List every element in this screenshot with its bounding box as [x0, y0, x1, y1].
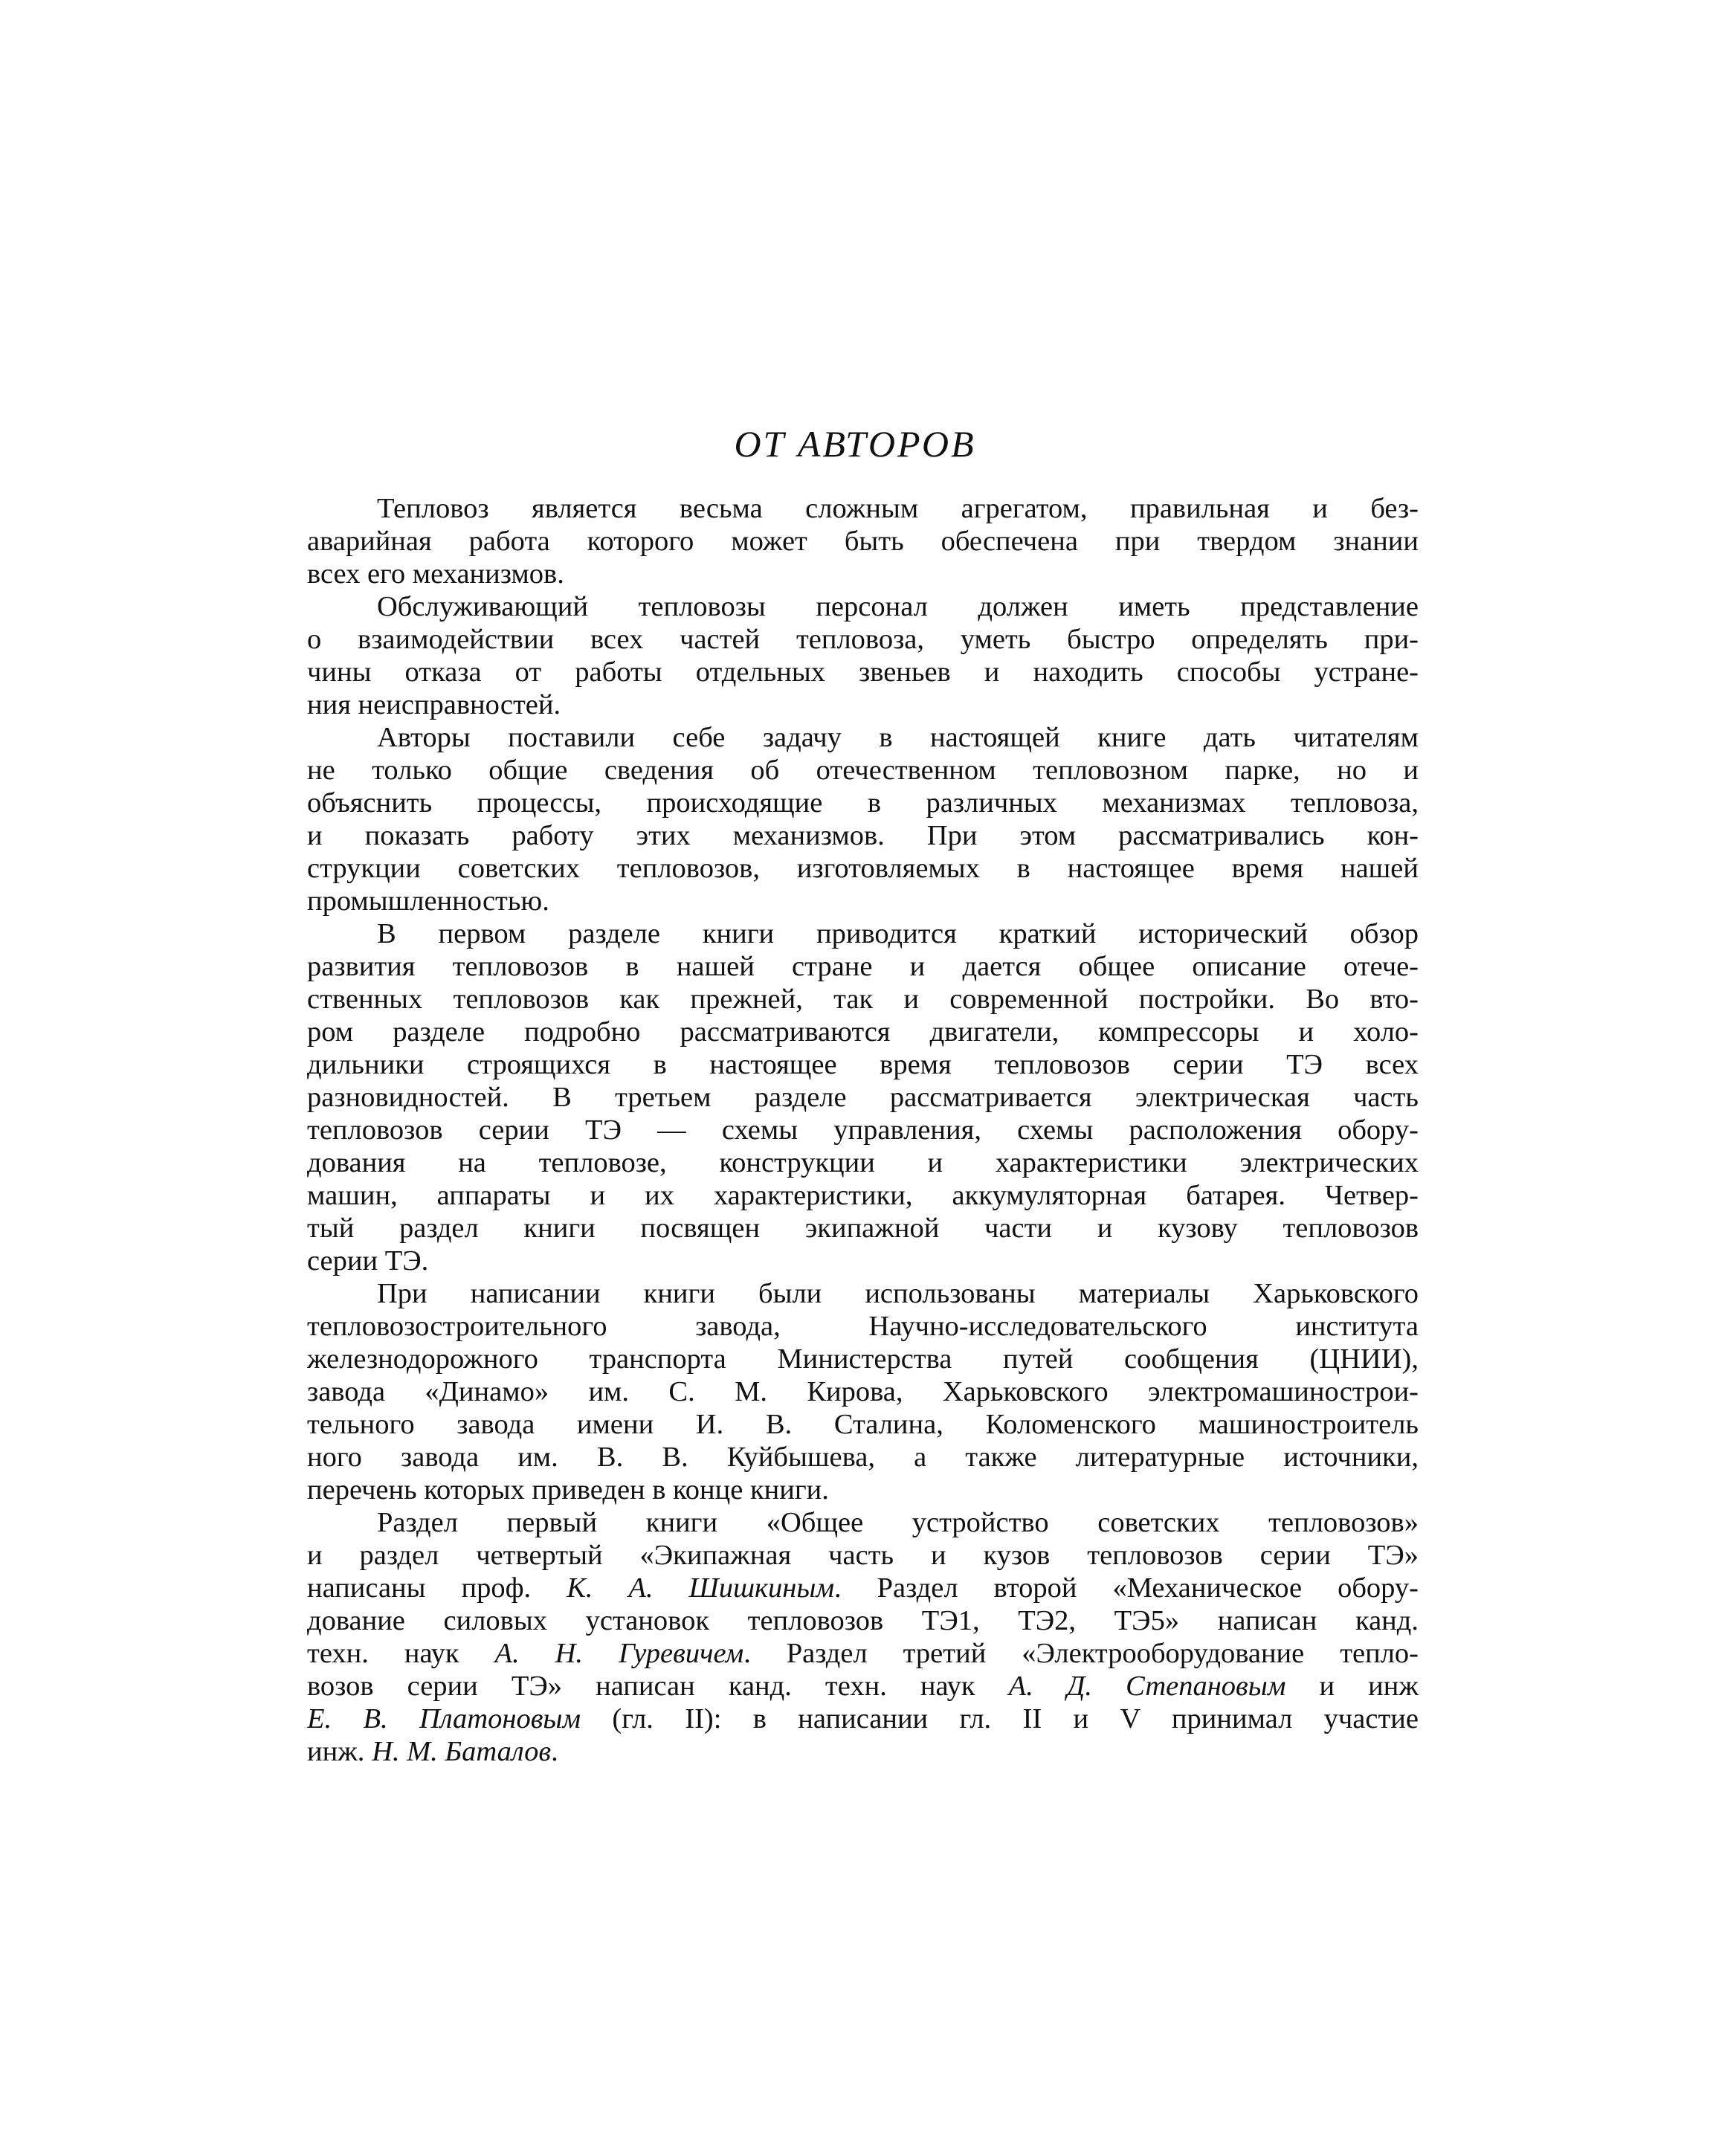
paragraph	[307, 1506, 1419, 1768]
paragraph	[307, 492, 1419, 590]
text-line: Авторы поставили себе задачу в настоящей книге дать читателям	[377, 722, 1419, 753]
text-line: аварийная работа которого может быть обеспечена при твердом знании	[307, 526, 1419, 557]
text-line: струкции советских тепловозов, изготовляемых в настоящее время нашей	[307, 853, 1419, 884]
text-line: железнодорожного транспорта Министерства путей сообщения (ЦНИИ),	[307, 1343, 1419, 1375]
text-line: ром разделе подробно рассматриваются двигатели, компрессоры и холо-	[307, 1016, 1419, 1048]
text-line: развития тепловозов в нашей стране и дается общее описание отече-	[307, 951, 1419, 982]
text-line: инж. Н. М. Баталов.	[307, 1736, 558, 1767]
text-line: возов серии ТЭ» написан канд. техн. наук А. Д. Степановым и инж	[307, 1671, 1419, 1702]
text-line: ния неисправностей.	[307, 689, 561, 720]
text-line: разновидностей. В третьем разделе рассматривается электрическая часть	[307, 1082, 1419, 1113]
text-line: завода «Динамо» им. С. М. Кирова, Харьковского электромашинострои-	[307, 1376, 1419, 1407]
text-line: чины отказа от работы отдельных звеньев и находить способы устране-	[307, 656, 1419, 688]
text-line: тельного завода имени И. В. Сталина, Коломенского машиностроитель	[307, 1409, 1419, 1440]
text-line: перечень которых приведен в конце книги.	[307, 1474, 829, 1505]
text-line: тепловозостроительного завода, Научно-исследовательского института	[307, 1311, 1419, 1342]
author-name: Н. М. Баталов	[372, 1736, 552, 1767]
text-line: и показать работу этих механизмов. При этом рассматривались кон-	[307, 820, 1419, 851]
text-line: промышленностью.	[307, 885, 549, 917]
author-name: К. А. Шишкиным	[567, 1572, 835, 1604]
text-line: всех его механизмов.	[307, 558, 564, 590]
text-line: техн. наук А. Н. Гуревичем. Раздел третий «Электрооборудование тепло-	[307, 1638, 1419, 1669]
text-line: написаны проф. К. А. Шишкиным. Раздел второй «Механическое обору-	[307, 1572, 1419, 1604]
paragraph	[307, 590, 1419, 721]
author-name: А. Д. Степановым	[1008, 1671, 1286, 1702]
text-line: Е. В. Платоновым (гл. II): в написании гл. II и V принимал участие	[307, 1703, 1419, 1734]
body-text	[307, 492, 1419, 1768]
text-line: дильники строящихся в настоящее время тепловозов серии ТЭ всех	[307, 1049, 1419, 1080]
text-line: серии ТЭ.	[307, 1245, 429, 1277]
author-name: Е. В. Платоновым	[307, 1703, 581, 1734]
text-line: о взаимодействии всех частей тепловоза, уметь быстро определять при-	[307, 624, 1419, 655]
text-line: Обслуживающий тепловозы персонал должен иметь представление	[377, 591, 1419, 622]
text-line: ственных тепловозов как прежней, так и современной постройки. Во вто-	[307, 984, 1419, 1015]
text-line: В первом разделе книги приводится краткий исторический обзор	[377, 918, 1419, 949]
text-line: ного завода им. В. В. Куйбышева, а также литературные источники,	[307, 1442, 1419, 1473]
text-line: Тепловоз является весьма сложным агрегатом, правильная и без-	[377, 493, 1419, 524]
text-line: и раздел четвертый «Экипажная часть и кузов тепловозов серии ТЭ»	[307, 1540, 1419, 1571]
text-line: дование силовых установок тепловозов ТЭ1, ТЭ2, ТЭ5» написан канд.	[307, 1605, 1419, 1636]
paragraph	[307, 1277, 1419, 1506]
text-line: дования на тепловозе, конструкции и характеристики электрических	[307, 1147, 1419, 1178]
paragraph	[307, 721, 1419, 917]
author-name: А. Н. Гуревичем	[494, 1638, 744, 1669]
paragraph	[307, 917, 1419, 1277]
text-line: не только общие сведения об отечественном тепловозном парке, но и	[307, 755, 1419, 786]
text-line: объяснить процессы, происходящие в различных механизмах тепловоза,	[307, 787, 1419, 819]
text-line: тепловозов серии ТЭ — схемы управления, схемы расположения обору-	[307, 1114, 1419, 1146]
page-title: ОТ АВТОРОВ	[734, 423, 976, 465]
text-line: Раздел первый книги «Общее устройство советских тепловозов»	[377, 1507, 1419, 1538]
text-line: машин, аппараты и их характеристики, аккумуляторная батарея. Четвер-	[307, 1180, 1419, 1211]
text-line: При написании книги были использованы материалы Харьковского	[377, 1278, 1419, 1309]
text-line: тый раздел книги посвящен экипажной части и кузову тепловозов	[307, 1213, 1419, 1244]
